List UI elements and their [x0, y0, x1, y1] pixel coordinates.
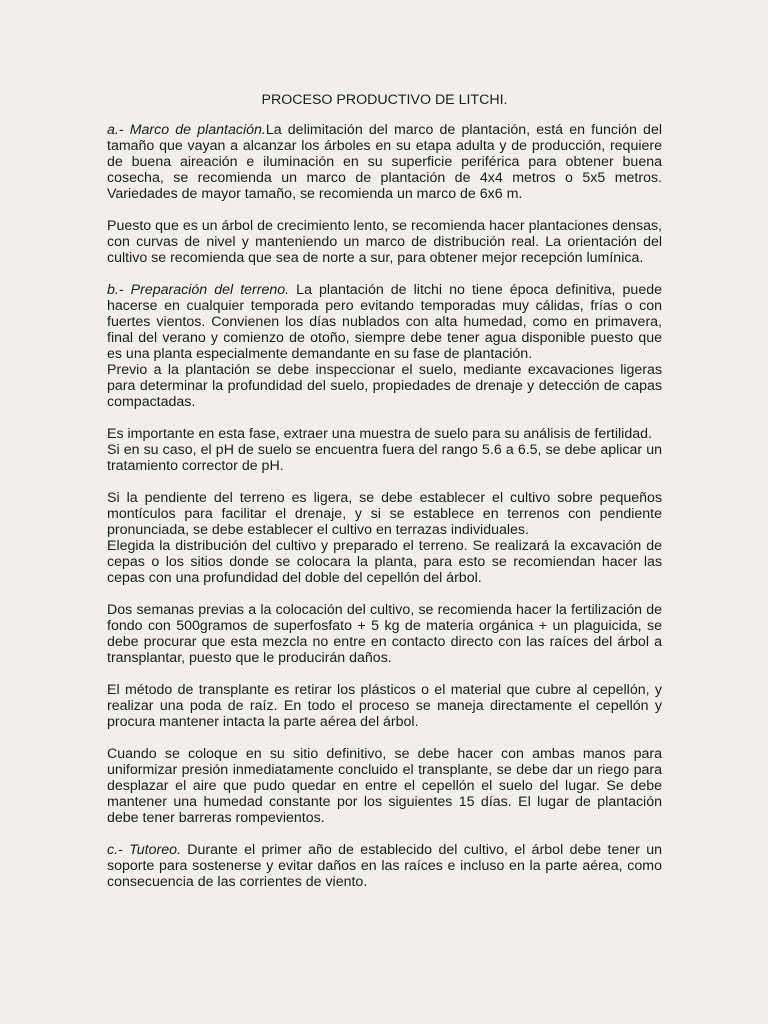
- section-b-paragraph-9: Cuando se coloque en su sitio definitivo, se debe hacer con ambas manos para uniformizar presión inmediatamente concluido el transplante, se debe dar un riego para desplazar el aire que pudo quedar en entre el cepellón el suelo del lugar. Se debe mantener una humedad constante por los siguientes 15 días. El lugar de plantación debe tener barreras rompevientos.: [107, 746, 662, 826]
- section-a-heading: a.- Marco de plantación.: [107, 122, 266, 138]
- section-b-paragraph-8: El método de transplante es retirar los plásticos o el material que cubre al cepellón, y realizar una poda de raíz. En todo el proceso se maneja directamente el cepellón y procura mantener intacta la parte aérea del árbol.: [107, 682, 662, 730]
- section-b-paragraph-1: [107, 282, 662, 362]
- section-a-paragraph-2: Puesto que es un árbol de crecimiento lento, se recomienda hacer plantaciones densas, con curvas de nivel y manteniendo un marco de distribución real. La orientación del cultivo se recomienda que sea de norte a sur, para obtener mejor recepción lumínica.: [107, 218, 662, 266]
- section-b-text-1: La plantación de litchi no tiene época definitiva, puede hacerse en cualquier temporada pero evitando temporadas muy cálidas, frías o con fuertes vientos. Convienen los días nublados con alta humedad, como en primavera, final del verano y comienzo de otoño, siempre debe tener agua disponible puesto que es una planta especialmente demandante en su fase de plantación.: [107, 282, 662, 362]
- section-b-heading: b.- Preparación del terreno.: [107, 282, 290, 298]
- section-b-paragraph-7: Dos semanas previas a la colocación del cultivo, se recomienda hacer la fertilización de fondo con 500gramos de superfosfato + 5 kg de materia orgánica + un plaguicida, se debe procurar que esta mezcla no entre en contacto directo con las raíces del árbol a transplantar, puesto que le producirán daños.: [107, 602, 662, 666]
- section-c-paragraph-1: [107, 842, 662, 890]
- section-a-text-1: La delimitación del marco de plantación, está en función del tamaño que vayan a alcanzar los árboles en su etapa adulta y de producción, requiere de buena aireación e iluminación en su superficie periférica para obtener buena cosecha, se recomienda un marco de plantación de 4x4 metros o 5x5 metros. Variedades de mayor tamaño, se recomienda un marco de 6x6 m.: [107, 122, 662, 202]
- document-body: [107, 92, 662, 906]
- section-b-paragraph-2: Previo a la plantación se debe inspeccionar el suelo, mediante excavaciones ligeras para determinar la profundidad del suelo, propiedades de drenaje y detección de capas compactadas.: [107, 362, 662, 410]
- section-b-paragraph-5: Si la pendiente del terreno es ligera, se debe establecer el cultivo sobre pequeños montículos para facilitar el drenaje, y si se establece en terrenos con pendiente pronunciada, se debe establecer el cultivo en terrazas individuales.: [107, 490, 662, 538]
- section-c-heading: c.- Tutoreo.: [107, 842, 181, 858]
- section-b-paragraph-6: Elegida la distribución del cultivo y preparado el terreno. Se realizará la excavación de cepas o los sitios donde se colocara la planta, para esto se recomiendan hacer las cepas con una profundidad del doble del cepellón del árbol.: [107, 538, 662, 586]
- section-b-paragraph-4: Si en su caso, el pH de suelo se encuentra fuera del rango 5.6 a 6.5, se debe aplicar un tratamiento corrector de pH.: [107, 442, 662, 474]
- section-c-text-1: Durante el primer año de establecido del cultivo, el árbol debe tener un soporte para sostenerse y evitar daños en las raíces e incluso en la parte aérea, como consecuencia de las corrientes de viento.: [107, 842, 663, 890]
- document-title: PROCESO PRODUCTIVO DE LITCHI.: [261, 92, 508, 108]
- section-a-paragraph-1: [107, 122, 662, 202]
- section-b-paragraph-3: Es importante en esta fase, extraer una muestra de suelo para su análisis de fertilidad.: [107, 426, 652, 442]
